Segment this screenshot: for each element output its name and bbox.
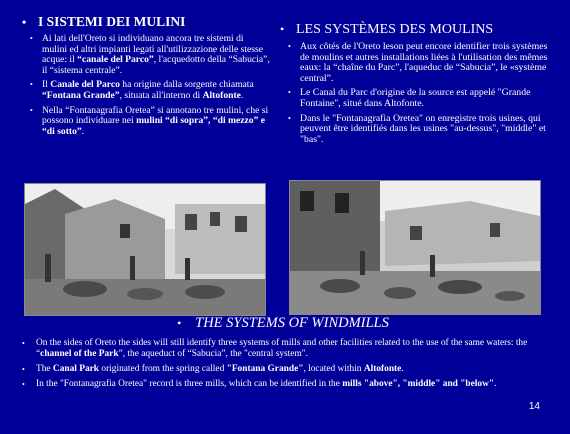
list-bullet: • [288, 113, 291, 123]
list-item [30, 80, 270, 101]
list-item [288, 114, 552, 146]
english-heading [18, 315, 548, 332]
list-bullet: • [30, 105, 33, 115]
text-run: mills "above", "middle" and "below" [342, 379, 495, 389]
english-list [18, 338, 548, 390]
list-bullet: • [22, 380, 25, 389]
text-run: . [401, 364, 404, 374]
list-bullet: • [288, 42, 291, 51]
heading-bullet: • [22, 15, 27, 29]
list-item-text [36, 364, 548, 375]
text-run: The [36, 364, 53, 374]
english-section [18, 315, 548, 394]
list-item [22, 338, 548, 360]
list-item [22, 379, 548, 390]
heading-bullet: • [280, 22, 285, 36]
mill-photo-right [289, 180, 541, 315]
list-item-text [42, 80, 270, 101]
list-item [30, 106, 270, 138]
heading-bullet: • [177, 316, 182, 330]
list-item-text [300, 42, 552, 84]
text-run: "Fontana Grande" [226, 364, 304, 374]
text-run: . [494, 379, 497, 389]
list-item-text [36, 338, 548, 360]
list-item [22, 364, 548, 375]
text-run: “Fontana Grande” [42, 89, 120, 101]
text-run: Canale del Parco [50, 79, 120, 91]
text-run: “canale del Parco” [77, 54, 154, 66]
french-heading [280, 22, 552, 38]
text-run: In the "Fontanagrafia Oretea" record is three mills, which can be identified in the [36, 379, 343, 389]
text-run: , situata all'interno di [119, 89, 203, 101]
text-run: Dans le "Fontanagrafia Oretea" on enregistre trois usines, qui peuvent être identifiés dans les usines "au-dessus", "middle" et "bas". [300, 112, 546, 145]
list-item [288, 42, 552, 84]
text-run: ha origine dalla sorgente chiamata [119, 79, 254, 91]
french-column [280, 22, 552, 149]
text-run: Altofonte [202, 89, 241, 101]
list-bullet: • [30, 80, 33, 90]
page-number: 14 [528, 401, 540, 412]
italian-column [22, 14, 270, 141]
italian-list [22, 34, 270, 137]
text-run: . [81, 125, 85, 137]
list-item-text [42, 34, 270, 76]
italian-title: I SISTEMI DEI MULINI [38, 14, 186, 29]
italian-heading [22, 14, 270, 30]
list-bullet: • [288, 88, 291, 98]
text-run: Ai lati dell'Oreto si individuano ancora tre sistemi di mulini ed altri impianti legati all'utilizzazione delle stesse acque: il [42, 33, 263, 66]
french-title: LES SYSTÈMES DES MOULINS [296, 22, 494, 37]
text-run: Le Canal du Parc d'origine de la source est appelé "Grande Fontaine", situé dans Altofonte. [300, 87, 531, 109]
list-item [30, 34, 270, 76]
list-item-text [36, 379, 548, 390]
mill-photo-left [24, 183, 266, 316]
text-run: Altofonte [363, 364, 402, 374]
text-run: Il [42, 79, 51, 91]
text-run: mulini “di sopra”, “di mezzo” e “di sotto” [42, 115, 266, 137]
photo-right-drawing [290, 181, 540, 314]
text-run: , l'acquedotto della “Sabucia”, il “sistema centrale”. [42, 54, 270, 76]
text-run: , located within [303, 364, 364, 374]
list-item-text [300, 88, 552, 109]
list-item [288, 88, 552, 109]
photo-left-drawing [25, 184, 265, 315]
text-run: On the sides of Oreto the sides will still identify three systems of mills and other facilities related to the use of the same waters: the “ [36, 338, 528, 359]
text-run: originated from the spring called [99, 364, 227, 374]
text-run: channel of the Park [40, 349, 119, 359]
list-bullet: • [30, 34, 33, 43]
text-run: Aux côtés de l'Oreto leson peut encore identifier trois systèmes de moulins et autres installations liées à l'utilisation des mêmes eaux: la “chaîne du Parc”, l'aqueduc de “Sabucia”, le «système central”. [300, 41, 548, 84]
text-run: Nella “Fontanagrafia Oretea” si annotano tre mulini, che si possono individuare nei [42, 104, 269, 127]
list-item-text [42, 106, 270, 138]
text-run: Canal Park [52, 364, 100, 374]
english-title: THE SYSTEMS OF WINDMILLS [195, 315, 389, 331]
french-list [280, 42, 552, 145]
text-run: . [240, 89, 244, 101]
list-bullet: • [22, 339, 25, 348]
text-run: ”, the aqueduct of “Sabucia”, the "central system". [118, 349, 308, 359]
list-bullet: • [22, 365, 25, 374]
list-item-text [300, 114, 552, 146]
